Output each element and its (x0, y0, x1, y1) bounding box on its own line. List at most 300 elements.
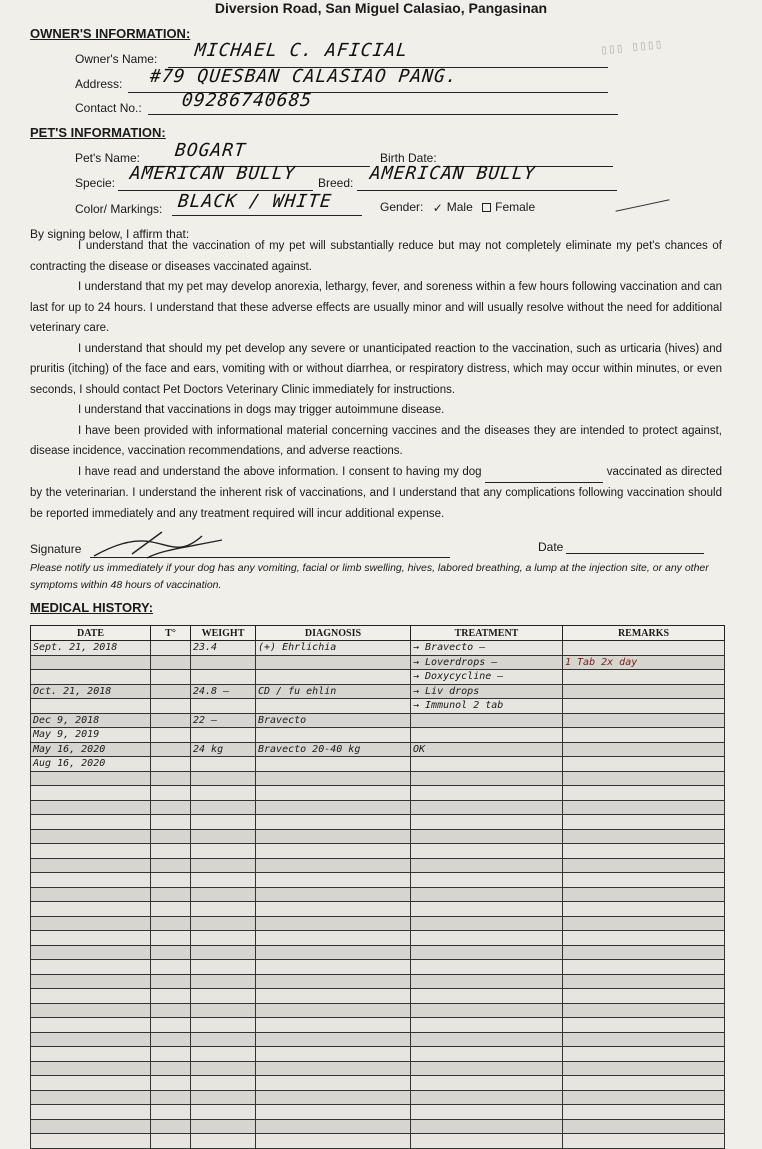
table-row (31, 829, 725, 844)
medical-section-title: MEDICAL HISTORY: (30, 600, 154, 615)
column-header: REMARKS (563, 626, 725, 641)
signature-label: Signature (30, 542, 82, 556)
consent-paragraph-5: I have been provided with informational material concerning vaccines and the diseases they are intended to protect against, disease incidence, vaccination recommendations, and adverse reactions. (30, 424, 722, 457)
pen-stroke (615, 199, 669, 211)
treatment-cell[interactable] (411, 800, 563, 815)
date-cell[interactable] (31, 916, 151, 931)
remarks-cell[interactable] (563, 945, 725, 960)
treatment-cell[interactable]: OK (411, 742, 563, 757)
table-row (31, 931, 725, 946)
temp-cell[interactable] (151, 786, 191, 801)
table-row (31, 771, 725, 786)
treatment-cell[interactable]: → Bravecto — (411, 641, 563, 656)
weight-cell[interactable] (191, 815, 256, 830)
table-row (31, 1119, 725, 1134)
diagnosis-cell[interactable] (256, 1018, 411, 1033)
remarks-cell[interactable] (563, 742, 725, 757)
date-cell[interactable] (31, 800, 151, 815)
remarks-cell[interactable] (563, 1003, 725, 1018)
temp-cell[interactable] (151, 771, 191, 786)
diagnosis-cell[interactable] (256, 699, 411, 714)
weight-cell[interactable] (191, 873, 256, 888)
treatment-cell[interactable] (411, 989, 563, 1004)
treatment-cell[interactable] (411, 945, 563, 960)
table-row (31, 742, 725, 757)
table-row (31, 1134, 725, 1149)
consent-paragraph-1: I understand that the vaccination of my pet will substantially reduce but may not completely eliminate my pet's chances of contracting the disease or diseases vaccinated against. (30, 240, 722, 273)
column-header: DATE (31, 626, 151, 641)
date-cell[interactable]: Oct. 21, 2018 (31, 684, 151, 699)
weight-cell[interactable] (191, 1018, 256, 1033)
table-row (31, 1061, 725, 1076)
remarks-cell[interactable] (563, 815, 725, 830)
diagnosis-cell[interactable] (256, 1105, 411, 1120)
date-cell[interactable] (31, 786, 151, 801)
table-row (31, 1003, 725, 1018)
table-row (31, 786, 725, 801)
temp-cell[interactable] (151, 873, 191, 888)
treatment-cell[interactable] (411, 887, 563, 902)
date-line (566, 552, 704, 554)
weight-cell[interactable]: 23.4 (191, 641, 256, 656)
diagnosis-cell[interactable] (256, 1047, 411, 1062)
male-option-label: Male (446, 200, 473, 214)
medical-history-table (30, 625, 725, 1149)
table-row (31, 713, 725, 728)
weight-cell[interactable] (191, 800, 256, 815)
color-value[interactable]: BLACK / WHITE (176, 191, 333, 212)
diagnosis-cell[interactable] (256, 974, 411, 989)
temp-cell[interactable] (151, 1076, 191, 1091)
consent-paragraphs (30, 236, 722, 524)
treatment-cell[interactable] (411, 916, 563, 931)
remarks-cell[interactable] (563, 989, 725, 1004)
column-header: WEIGHT (191, 626, 256, 641)
temp-cell[interactable] (151, 974, 191, 989)
table-row (31, 728, 725, 743)
treatment-cell[interactable] (411, 1032, 563, 1047)
table-row (31, 873, 725, 888)
weight-cell[interactable] (191, 1032, 256, 1047)
color-label: Color/ Markings: (75, 202, 163, 216)
table-row (31, 757, 725, 772)
treatment-cell[interactable] (411, 815, 563, 830)
pet-section-title: PET'S INFORMATION: (30, 125, 166, 140)
date-cell[interactable]: Dec 9, 2018 (31, 713, 151, 728)
treatment-cell[interactable] (411, 1061, 563, 1076)
date-cell[interactable] (31, 844, 151, 859)
date-cell[interactable] (31, 1047, 151, 1062)
weight-cell[interactable]: 22 — (191, 713, 256, 728)
temp-cell[interactable] (151, 757, 191, 772)
date-cell[interactable] (31, 1076, 151, 1091)
temp-cell[interactable] (151, 858, 191, 873)
date-cell[interactable] (31, 815, 151, 830)
column-header: T° (151, 626, 191, 641)
table-row (31, 641, 725, 656)
diagnosis-cell[interactable] (256, 1090, 411, 1105)
temp-cell[interactable] (151, 960, 191, 975)
weight-cell[interactable] (191, 829, 256, 844)
treatment-cell[interactable] (411, 1047, 563, 1062)
weight-cell[interactable] (191, 655, 256, 670)
diagnosis-cell[interactable] (256, 815, 411, 830)
table-row (31, 858, 725, 873)
treatment-cell[interactable] (411, 931, 563, 946)
weight-cell[interactable] (191, 1105, 256, 1120)
table-row (31, 974, 725, 989)
dog-name-blank[interactable] (485, 462, 603, 484)
remarks-cell[interactable] (563, 1134, 725, 1149)
temp-cell[interactable] (151, 713, 191, 728)
temp-cell[interactable] (151, 844, 191, 859)
weight-cell[interactable] (191, 1003, 256, 1018)
treatment-cell[interactable]: → Immunol 2 tab (411, 699, 563, 714)
temp-cell[interactable] (151, 1119, 191, 1134)
treatment-cell[interactable] (411, 1105, 563, 1120)
temp-cell[interactable] (151, 902, 191, 917)
date-label: Date (538, 540, 564, 554)
diagnosis-cell[interactable] (256, 844, 411, 859)
date-cell[interactable] (31, 873, 151, 888)
remarks-cell[interactable] (563, 844, 725, 859)
remarks-cell[interactable] (563, 829, 725, 844)
diagnosis-cell[interactable] (256, 916, 411, 931)
table-row (31, 945, 725, 960)
weight-cell[interactable] (191, 989, 256, 1004)
date-cell[interactable] (31, 945, 151, 960)
weight-cell[interactable] (191, 844, 256, 859)
date-cell[interactable] (31, 670, 151, 685)
remarks-cell[interactable] (563, 800, 725, 815)
weight-cell[interactable] (191, 786, 256, 801)
diagnosis-cell[interactable] (256, 873, 411, 888)
treatment-cell[interactable] (411, 713, 563, 728)
treatment-cell[interactable] (411, 902, 563, 917)
date-cell[interactable] (31, 989, 151, 1004)
consent-paragraph-3: I understand that should my pet develop any severe or unanticipated reaction to the vaccination, such as urticaria (hives) and pruritis (itching) of the face and ears, vomiting with or without diarrhea, or respiratory distress, which may occur within minutes, or even seconds, I should contact Pet Doctors Veterinary Clinic immediately for instructions. (30, 342, 722, 396)
remarks-cell[interactable] (563, 1090, 725, 1105)
diagnosis-cell[interactable] (256, 931, 411, 946)
consent-paragraph-6-end: vaccinated as directed by the veterinarian. I understand the inherent risk of vaccinations, and I understand that any complications following vaccination should be reported immediately and any treatment required will incur additional expense. (30, 465, 722, 520)
weight-cell[interactable] (191, 1119, 256, 1134)
remarks-cell[interactable] (563, 931, 725, 946)
treatment-cell[interactable] (411, 1090, 563, 1105)
weight-cell[interactable] (191, 1076, 256, 1091)
temp-cell[interactable] (151, 829, 191, 844)
column-header: TREATMENT (411, 626, 563, 641)
diagnosis-cell[interactable] (256, 1003, 411, 1018)
pet-name-label: Pet's Name: (75, 151, 140, 165)
diagnosis-cell[interactable] (256, 655, 411, 670)
table-row (31, 1076, 725, 1091)
diagnosis-cell[interactable] (256, 902, 411, 917)
temp-cell[interactable] (151, 655, 191, 670)
remarks-cell[interactable] (563, 902, 725, 917)
contact-value[interactable]: 09286740685 (180, 90, 314, 111)
table-row (31, 655, 725, 670)
remarks-cell[interactable] (563, 1119, 725, 1134)
treatment-cell[interactable] (411, 728, 563, 743)
table-row (31, 887, 725, 902)
date-cell[interactable] (31, 858, 151, 873)
temp-cell[interactable] (151, 728, 191, 743)
contact-label: Contact No.: (75, 101, 142, 115)
owner-name-value[interactable]: MICHAEL C. AFICIAL (193, 40, 410, 61)
diagnosis-cell[interactable] (256, 858, 411, 873)
date-cell[interactable] (31, 902, 151, 917)
diagnosis-cell[interactable] (256, 960, 411, 975)
post-vaccination-warning: Please notify us immediately if your dog has any vomiting, facial or limb swelling, hives, labored breathing, a lump at the injection site, or any other symptoms within 48 hours of vaccination. (30, 562, 709, 591)
birth-date-label: Birth Date: (380, 151, 437, 165)
date-cell[interactable] (31, 655, 151, 670)
date-cell[interactable] (31, 931, 151, 946)
owner-signature[interactable] (92, 528, 232, 562)
treatment-cell[interactable] (411, 960, 563, 975)
table-row (31, 1032, 725, 1047)
pet-name-value[interactable]: BOGART (173, 140, 248, 161)
table-row (31, 699, 725, 714)
date-cell[interactable] (31, 887, 151, 902)
breed-value[interactable]: AMERICAN BULLY (368, 163, 537, 184)
diagnosis-cell[interactable] (256, 945, 411, 960)
treatment-cell[interactable]: → Loverdrops — (411, 655, 563, 670)
weight-cell[interactable] (191, 858, 256, 873)
date-cell[interactable] (31, 1119, 151, 1134)
clinic-address-line: Diversion Road, San Miguel Calasiao, Pangasinan (214, 0, 548, 16)
table-row (31, 1105, 725, 1120)
breed-line (357, 189, 617, 191)
temp-cell[interactable] (151, 1047, 191, 1062)
remarks-cell[interactable] (563, 974, 725, 989)
contact-line (148, 113, 618, 115)
date-cell[interactable] (31, 1003, 151, 1018)
date-cell[interactable] (31, 771, 151, 786)
diagnosis-cell[interactable] (256, 728, 411, 743)
temp-cell[interactable] (151, 916, 191, 931)
weight-cell[interactable] (191, 757, 256, 772)
treatment-cell[interactable] (411, 1134, 563, 1149)
diagnosis-cell[interactable] (256, 1061, 411, 1076)
table-row (31, 902, 725, 917)
date-cell[interactable] (31, 1090, 151, 1105)
table-row (31, 989, 725, 1004)
temp-cell[interactable] (151, 931, 191, 946)
weight-cell[interactable] (191, 974, 256, 989)
table-row (31, 1090, 725, 1105)
weight-cell[interactable] (191, 902, 256, 917)
temp-cell[interactable] (151, 1018, 191, 1033)
address-value[interactable]: #79 QUESBAN CALASIAO PANG. (148, 66, 459, 87)
consent-intro: By signing below, I affirm that: (30, 227, 190, 241)
date-cell[interactable] (31, 974, 151, 989)
treatment-cell[interactable] (411, 1076, 563, 1091)
temp-cell[interactable] (151, 742, 191, 757)
temp-cell[interactable] (151, 945, 191, 960)
remarks-cell[interactable] (563, 728, 725, 743)
date-cell[interactable]: May 16, 2020 (31, 742, 151, 757)
weight-cell[interactable] (191, 699, 256, 714)
date-cell[interactable]: Sept. 21, 2018 (31, 641, 151, 656)
table-row (31, 1018, 725, 1033)
date-cell[interactable] (31, 699, 151, 714)
female-option-label: Female (495, 200, 536, 214)
diagnosis-cell[interactable] (256, 989, 411, 1004)
gender-label: Gender: (380, 200, 424, 214)
table-row (31, 844, 725, 859)
remarks-cell[interactable] (563, 873, 725, 888)
diagnosis-cell[interactable] (256, 1076, 411, 1091)
weight-cell[interactable] (191, 1090, 256, 1105)
weight-cell[interactable] (191, 916, 256, 931)
date-cell[interactable] (31, 960, 151, 975)
table-row (31, 670, 725, 685)
remarks-cell[interactable] (563, 1061, 725, 1076)
date-cell[interactable] (31, 1105, 151, 1120)
column-header: DIAGNOSIS (256, 626, 411, 641)
consent-paragraph-6-start: I have read and understand the above information. I consent to having my dog (78, 465, 482, 478)
remarks-cell[interactable] (563, 1047, 725, 1062)
remarks-cell[interactable] (563, 757, 725, 772)
treatment-cell[interactable] (411, 844, 563, 859)
remarks-cell[interactable] (563, 670, 725, 685)
remarks-cell[interactable] (563, 858, 725, 873)
treatment-cell[interactable] (411, 1119, 563, 1134)
female-checkbox[interactable] (482, 203, 491, 212)
date-cell[interactable] (31, 1061, 151, 1076)
weight-cell[interactable]: 24.8 — (191, 684, 256, 699)
remarks-cell[interactable] (563, 684, 725, 699)
weight-cell[interactable] (191, 1134, 256, 1149)
date-cell[interactable] (31, 1134, 151, 1149)
date-cell[interactable]: May 9, 2019 (31, 728, 151, 743)
remarks-cell[interactable] (563, 1076, 725, 1091)
diagnosis-cell[interactable] (256, 887, 411, 902)
treatment-cell[interactable] (411, 974, 563, 989)
temp-cell[interactable] (151, 1061, 191, 1076)
treatment-cell[interactable] (411, 1018, 563, 1033)
temp-cell[interactable] (151, 1134, 191, 1149)
weight-cell[interactable] (191, 728, 256, 743)
treatment-cell[interactable] (411, 771, 563, 786)
weight-cell[interactable]: 24 kg (191, 742, 256, 757)
table-row (31, 960, 725, 975)
diagnosis-cell[interactable] (256, 800, 411, 815)
remarks-cell[interactable] (563, 1018, 725, 1033)
temp-cell[interactable] (151, 1003, 191, 1018)
diagnosis-cell[interactable] (256, 829, 411, 844)
remarks-cell[interactable] (563, 786, 725, 801)
remarks-cell[interactable]: 1 Tab 2x day (563, 655, 725, 670)
color-line (172, 214, 362, 216)
diagnosis-cell[interactable]: CD / fu ehlin (256, 684, 411, 699)
date-cell[interactable]: Aug 16, 2020 (31, 757, 151, 772)
treatment-cell[interactable]: → Liv drops (411, 684, 563, 699)
temp-cell[interactable] (151, 887, 191, 902)
treatment-cell[interactable] (411, 757, 563, 772)
treatment-cell[interactable] (411, 873, 563, 888)
temp-cell[interactable] (151, 815, 191, 830)
remarks-cell[interactable] (563, 699, 725, 714)
temp-cell[interactable] (151, 800, 191, 815)
diagnosis-cell[interactable] (256, 1134, 411, 1149)
table-row (31, 815, 725, 830)
temp-cell[interactable] (151, 684, 191, 699)
table-row (31, 916, 725, 931)
table-row (31, 684, 725, 699)
diagnosis-cell[interactable] (256, 670, 411, 685)
owner-name-label: Owner's Name: (75, 52, 158, 66)
remarks-cell[interactable] (563, 960, 725, 975)
table-header-row (31, 626, 725, 641)
specie-label: Specie: (75, 176, 116, 190)
table-row (31, 800, 725, 815)
remarks-cell[interactable] (563, 887, 725, 902)
treatment-cell[interactable]: → Doxycycline — (411, 670, 563, 685)
treatment-cell[interactable] (411, 829, 563, 844)
date-cell[interactable] (31, 829, 151, 844)
remarks-cell[interactable] (563, 771, 725, 786)
weight-cell[interactable] (191, 960, 256, 975)
remarks-cell[interactable] (563, 1105, 725, 1120)
specie-value[interactable]: AMERICAN BULLY (128, 163, 297, 184)
weight-cell[interactable] (191, 931, 256, 946)
male-checkbox[interactable]: ✓ (432, 200, 443, 215)
weight-cell[interactable] (191, 1061, 256, 1076)
weight-cell[interactable] (191, 887, 256, 902)
remarks-cell[interactable] (563, 713, 725, 728)
date-cell[interactable] (31, 1018, 151, 1033)
gender-field (380, 200, 535, 215)
table-row (31, 1047, 725, 1062)
consent-paragraph-4: I understand that vaccinations in dogs may trigger autoimmune disease. (78, 404, 445, 416)
treatment-cell[interactable] (411, 786, 563, 801)
remarks-cell[interactable] (563, 1032, 725, 1047)
treatment-cell[interactable] (411, 1003, 563, 1018)
temp-cell[interactable] (151, 1032, 191, 1047)
breed-label: Breed: (318, 176, 354, 190)
temp-cell[interactable] (151, 989, 191, 1004)
temp-cell[interactable] (151, 699, 191, 714)
bleed-through-stamp: ▯▯▯ ▯▯▯▯ (599, 36, 664, 59)
weight-cell[interactable] (191, 1047, 256, 1062)
consent-paragraph-2: I understand that my pet may develop anorexia, lethargy, fever, and soreness within a few hours following vaccination and can last for up to 24 hours. I understand that these adverse effects are usually minor and will usually resolve without the need for additional veterinary care. (30, 281, 722, 334)
diagnosis-cell[interactable]: (+) Ehrlichia (256, 641, 411, 656)
temp-cell[interactable] (151, 670, 191, 685)
consent-paragraph-6 (30, 462, 722, 525)
temp-cell[interactable] (151, 1090, 191, 1105)
diagnosis-cell[interactable] (256, 1032, 411, 1047)
temp-cell[interactable] (151, 1105, 191, 1120)
weight-cell[interactable] (191, 945, 256, 960)
diagnosis-cell[interactable] (256, 757, 411, 772)
date-cell[interactable] (31, 1032, 151, 1047)
owner-section-title: OWNER'S INFORMATION: (30, 26, 191, 41)
table-body (31, 641, 725, 1149)
diagnosis-cell[interactable] (256, 771, 411, 786)
weight-cell[interactable] (191, 771, 256, 786)
weight-cell[interactable] (191, 670, 256, 685)
diagnosis-cell[interactable] (256, 786, 411, 801)
temp-cell[interactable] (151, 641, 191, 656)
diagnosis-cell[interactable]: Bravecto (256, 713, 411, 728)
diagnosis-cell[interactable]: Bravecto 20-40 kg (256, 742, 411, 757)
address-label: Address: (75, 77, 123, 91)
treatment-cell[interactable] (411, 858, 563, 873)
remarks-cell[interactable] (563, 916, 725, 931)
remarks-cell[interactable] (563, 641, 725, 656)
diagnosis-cell[interactable] (256, 1119, 411, 1134)
